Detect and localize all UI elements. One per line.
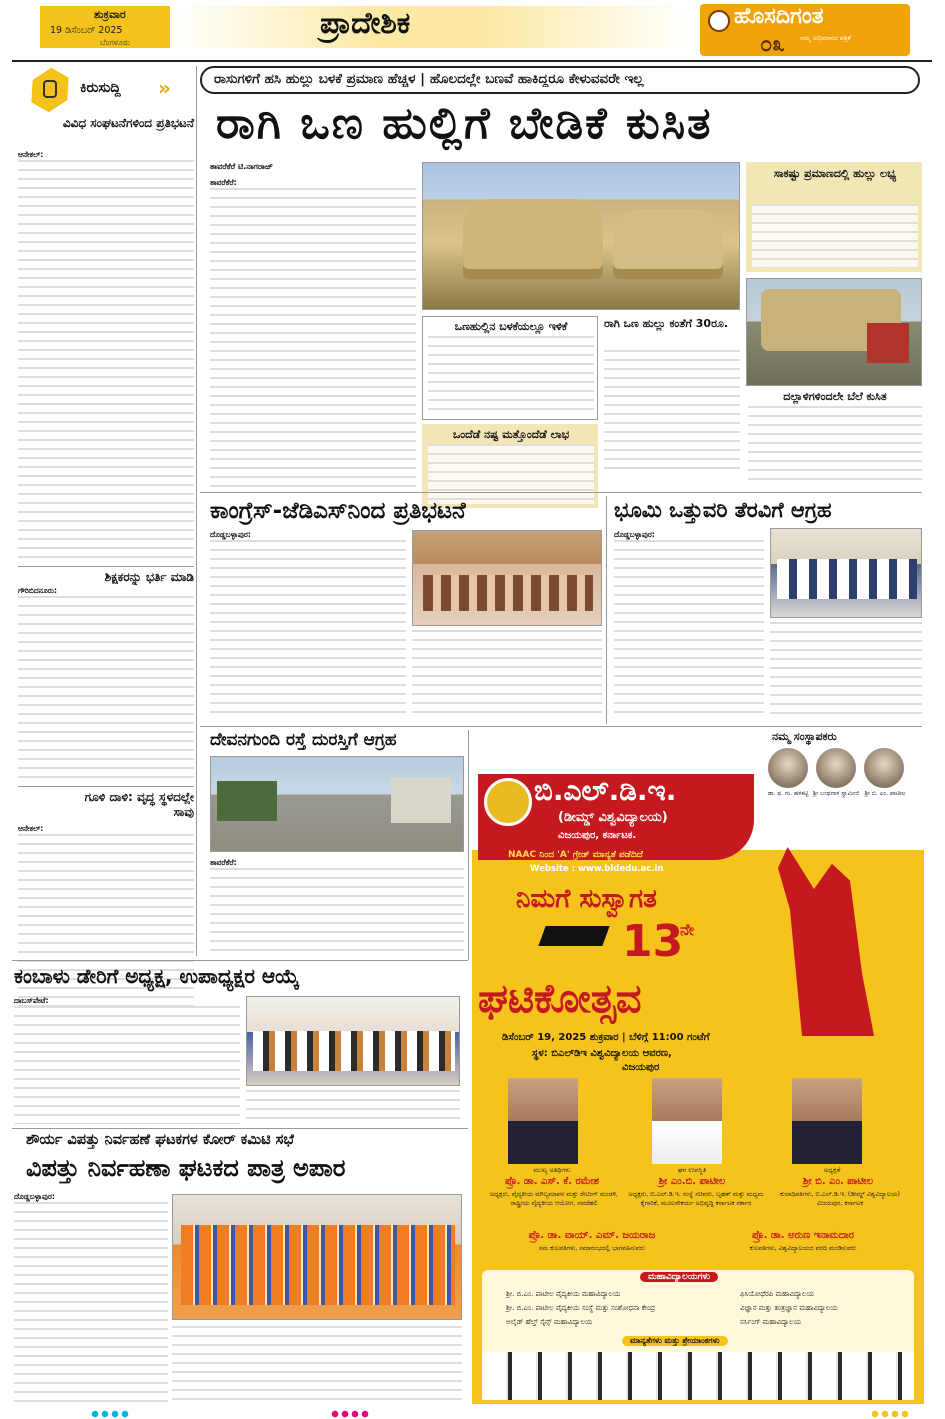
guest-2-name: ಶ್ರೀ ಎಂ.ಬಿ. ಪಾಟೀಲ: [658, 1176, 726, 1187]
lead-headline: ರಾಗಿ ಒಣ ಹುಲ್ಲಿಗೆ ಬೇಡಿಕೆ ಕುಸಿತ: [216, 98, 713, 149]
ad-naac: NAAC ನಿಂದ 'A' ಗ್ರೇಡ್ ಮಾನ್ಯತೆ ಪಡೆದಿದೆ: [508, 850, 643, 860]
ad-number: 13: [622, 916, 684, 967]
rankings-strip: [482, 1352, 914, 1400]
ad-founders-label: ನಮ್ಮ ಸಂಸ್ಥಾಪಕರು: [772, 730, 837, 743]
kambalu-body: [14, 1006, 240, 1124]
bhoomi-body: [614, 540, 764, 720]
kambalu-body2: [246, 1090, 460, 1124]
brand-tagline: ನಮ್ಮ ಅಭಿಮಾನದ ಪತ್ರಿಕೆ: [800, 34, 851, 42]
kiru-2-place: ಗೌರಿಬಿದನೂರು:: [18, 586, 57, 595]
lead-sub5-body: [748, 406, 922, 486]
ad-venue-2: ವಿಜಯಪುರ: [622, 1062, 660, 1073]
kiru-3-place: ಆನೇಕಲ್:: [18, 824, 44, 833]
ad-event: ಘಟಿಕೋತ್ಸವ: [478, 976, 642, 1022]
kambalu-place: ದಾಬಸ್‌ಪೇಟೆ:: [14, 996, 49, 1005]
college-6: ನರ್ಸಿಂಗ್ ಮಹಾವಿದ್ಯಾಲಯ: [740, 1318, 802, 1326]
rankings-title: ಮಾನ್ಯತೆಗಳು ಮತ್ತು ಶ್ರೇಯಾಂಕಗಳು: [622, 1336, 728, 1346]
row2-2-desc: ಕುಲಪತಿಗಳು, ವಿಶ್ವವಿದ್ಯಾಲಯದ ವರದಿ ಮಂಡಿಸುವರು: [749, 1245, 857, 1252]
lead-sub4-body: [428, 444, 594, 504]
vipattu-place: ದೊಡ್ಡಬಳ್ಳಾಪುರ:: [14, 1192, 55, 1201]
ad-location: ವಿಜಯಪುರ, ಕರ್ನಾಟಕ.: [558, 830, 637, 841]
ad-number-sup: ನೇ: [680, 920, 695, 939]
reg-marks-right: [870, 1410, 910, 1418]
date-text: 19 ಡಿಸೆಂಬರ್ 2025: [50, 25, 123, 36]
devanagundi-headline: ದೇವನಗುಂದಿ ರಸ್ತೆ ದುರಸ್ತಿಗೆ ಆಗ್ರಹ: [210, 730, 397, 750]
guest-1-photo: [508, 1078, 578, 1164]
graduation-cap-icon: [538, 926, 609, 946]
lead-photo-truck: [746, 278, 922, 386]
vipattu-body: [14, 1202, 168, 1406]
row2-1-name: ಪ್ರೊ. ಡಾ. ವಾಯ್. ಎಮ್. ಜಯರಾಜ: [528, 1230, 656, 1241]
graduate-silhouette: [766, 826, 886, 1036]
congress-body2: [412, 630, 602, 720]
lead-photo-haystack: [422, 162, 740, 310]
vipattu-photo: [172, 1194, 462, 1320]
college-5: ಅಲೈಡ್ ಹೆಲ್ತ್ ಸೈನ್ಸ್ ಮಹಾವಿದ್ಯಾಲಯ: [506, 1318, 593, 1326]
lead-sub2-body: [428, 336, 594, 416]
lead-place: ತಾವರೆಕೆರೆ:: [210, 178, 237, 187]
lead-kicker: ರಾಸುಗಳಿಗೆ ಹಸಿ ಹುಲ್ಲು ಬಳಕೆ ಪ್ರಮಾಣ ಹೆಚ್ಚಳ | ಹೊಲದಲ್ಲೇ ಬಣವೆ ಹಾಕಿದ್ದರೂ ಕೇಳುವವರೇ ಇಲ್ಲ: [214, 71, 644, 87]
kambalu-photo: [246, 996, 460, 1086]
kiru-3-title: ಗೂಳಿ ದಾಳಿ: ವೃದ್ಧ ಸ್ಥಳದಲ್ಲೇ ಸಾವು: [84, 790, 194, 819]
college-4: ವಿಜ್ಞಾನ ಮತ್ತು ತಂತ್ರಜ್ಞಾನ ಮಹಾವಿದ್ಯಾಲಯ: [740, 1304, 838, 1312]
lead-sub3-body: [604, 350, 740, 470]
vipattu-body2: [172, 1326, 462, 1406]
ad-welcome: ನಿಮಗೆ ಸುಸ್ವಾಗತ: [516, 884, 657, 914]
kirusuddi-column: [12, 64, 194, 964]
founder-2-name: ಶ್ರೀ ಬಂಥನಾಳ ಸ್ವಾಮೀಜಿ: [812, 790, 860, 797]
colleges-title: ಮಹಾವಿದ್ಯಾಲಯಗಳು: [640, 1272, 718, 1282]
reg-marks-mid: [330, 1410, 370, 1418]
founder-2-photo: [816, 748, 856, 788]
bhoomi-headline: ಭೂಮಿ ಒತ್ತುವರಿ ತೆರವಿಗೆ ಆಗ್ರಹ: [614, 498, 832, 522]
lead-body-col1: [210, 188, 416, 488]
guest-1-role: ಮುಖ್ಯ ಅತಿಥಿಗಳು: [533, 1166, 571, 1174]
lead-sub3: ರಾಗಿ ಒಣ ಹುಲ್ಲು ಕಂತೆಗೆ 30ರೂ.: [604, 317, 729, 330]
lead-sub2: ಒಣಹುಲ್ಲಿನ ಬಳಕೆಯಲ್ಲೂ ಇಳಿಕೆ: [454, 320, 568, 333]
devanagundi-photo: [210, 756, 464, 852]
lead-byline: ತಾವರೆಕೆರೆ ಟಿ.ನಾಗರಾಜ್: [210, 162, 273, 171]
kiru-1-title: ವಿವಿಧ ಸಂಘಟನೆಗಳಿಂದ ಪ್ರತಿಭಟನೆ: [62, 116, 194, 130]
blde-logo-icon: [484, 778, 532, 826]
founder-3-name: ಶ್ರೀ ಬಿ. ಎಂ. ಪಾಟೀಲ: [864, 790, 906, 797]
college-2: ಫಿಸಿಯೋಥೆರಪಿ ಮಹಾವಿದ್ಯಾಲಯ: [740, 1290, 815, 1298]
congress-photo: [412, 530, 602, 626]
ad-title: ಬಿ.ಎಲ್.ಡಿ.ಇ.: [534, 774, 677, 807]
row2-1-desc: ಸಮ ಕುಲಪತಿಗಳು, ಸಮಾರಂಭದಲ್ಲಿ ಭಾಗವಹಿಸುವರು: [538, 1245, 646, 1252]
guest-3-photo: [792, 1078, 862, 1164]
hand-icon: [43, 80, 57, 98]
vipattu-kicker: ಶೌರ್ಯ ವಿಪತ್ತು ನಿರ್ವಹಣೆ ಘಟಕಗಳ ಕೋರ್ ಕಮಿಟಿ ಸಭೆ: [26, 1132, 294, 1148]
congress-place: ದೊಡ್ಡಬಳ್ಳಾಪುರ:: [210, 530, 251, 539]
founder-3-photo: [864, 748, 904, 788]
founder-1-photo: [768, 748, 808, 788]
guest-3-role: ಅಧ್ಯಕ್ಷತೆ: [823, 1166, 841, 1174]
guest-2-photo: [652, 1078, 722, 1164]
kirusuddi-chevrons: »: [158, 76, 171, 100]
college-1: ಶ್ರೀ. ಬಿ.ಎಂ. ಪಾಟೀಲ ವೈದ್ಯಕೀಯ ಮಹಾವಿದ್ಯಾಲಯ: [506, 1290, 621, 1298]
congress-body: [210, 540, 406, 720]
guest-3-desc: ಕುಲಾಧಿಪತಿಗಳು, ಬಿ.ಎಲ್.ಡಿ.ಇ. (ಡೀಮ್ಡ್ ವಿಶ್ವವಿದ್ಯಾಲಯ) ವಿಜಯಪುರ, ಕರ್ನಾಟಕ: [780, 1191, 900, 1207]
guest-1-name: ಪ್ರೊ. ಡಾ. ಎಸ್. ಕೆ. ರಮೇಶ: [504, 1176, 600, 1187]
bhoomi-body2: [770, 622, 922, 720]
college-3: ಶ್ರೀ. ಬಿ.ಎಂ. ಪಾಟೀಲ ವೈದ್ಯಕೀಯ ಸಂಸ್ಥೆ ಮತ್ತು ಸಂಶೋಧನಾ ಕೇಂದ್ರ: [506, 1304, 655, 1312]
ad-website[interactable]: Website : www.bldedu.ac.in: [530, 864, 664, 874]
kiru-1-place: ಆನೇಕಲ್:: [18, 150, 44, 159]
bhoomi-photo: [770, 528, 922, 618]
congress-headline: ಕಾಂಗ್ರೆಸ್-ಜೆಡಿಎಸ್‌ನಿಂದ ಪ್ರತಿಭಟನೆ: [210, 498, 466, 524]
lead-sub1-body: [752, 204, 918, 268]
brand-name: ಹೊಸದಿಗಂತ: [734, 4, 824, 29]
masthead: [0, 0, 945, 60]
ad-when: ಡಿಸೆಂಬರ್ 19, 2025 ಶುಕ್ರವಾರ | ಬೆಳಿಗ್ಗೆ 11:00 ಗಂಟೆಗೆ: [502, 1032, 710, 1043]
lead-sub1: ಸಾಕಷ್ಟು ಪ್ರಮಾಣದಲ್ಲಿ ಹುಲ್ಲು ಲಭ್ಯ: [773, 167, 897, 180]
kiru-2-body: [18, 596, 194, 784]
devanagundi-place: ತಾವರೆಕೆರೆ:: [210, 858, 237, 867]
ad-subtitle: (ಡೀಮ್ಡ್ ವಿಶ್ವವಿದ್ಯಾಲಯ): [558, 810, 668, 825]
reg-marks-left: [90, 1410, 130, 1418]
lead-sub5: ದಲ್ಲಾಳಿಗಳಿಂದಲೇ ಬೆಲೆ ಕುಸಿತ: [783, 390, 887, 403]
kiru-1-body: [18, 160, 194, 560]
bhoomi-place: ದೊಡ್ಡಬಳ್ಳಾಪುರ:: [614, 530, 655, 539]
guest-3-name: ಶ್ರೀ ಬಿ. ಎಂ. ಪಾಟೀಲ: [802, 1176, 874, 1187]
devanagundi-body: [210, 868, 464, 956]
section-title: ಪ್ರಾದೇಶಿಕ: [320, 6, 411, 41]
city-text: ಬೆಂಗಳೂರು: [100, 38, 130, 47]
founder-1-name: ಡಾ. ಫ. ಗು. ಹಳಕಟ್ಟಿ: [767, 790, 809, 797]
kiru-2-title: ಶಿಕ್ಷಕರನ್ನು ಭರ್ತಿ ಮಾಡಿ: [104, 570, 194, 584]
row2-2-name: ಪ್ರೊ. ಡಾ. ಅರುಣ ಇನಾಮದಾರ: [751, 1230, 855, 1241]
vipattu-headline: ವಿಪತ್ತು ನಿರ್ವಹಣಾ ಘಟಕದ ಪಾತ್ರ ಅಪಾರ: [26, 1154, 346, 1182]
blde-ad: [472, 730, 924, 1404]
guest-2-desc: ಅಧ್ಯಕ್ಷರು, ಬಿ.ಎಲ್.ಡಿ.ಇ. ಸಂಸ್ಥೆ ಸಚಿವರು, ಬೃಹತ್ ಮತ್ತು ಮಧ್ಯಮ ಕೈಗಾರಿಕೆ, ಮೂಲಸೌಕರ್ಯ ಅಭಿವೃದ್ಧಿ ಕರ್ನಾಟಕ ಸರ್ಕಾರ: [628, 1191, 764, 1207]
date-day: ಶುಕ್ರವಾರ: [94, 8, 126, 21]
guest-2-role: ಘನ ಉಪಸ್ಥಿತಿ: [677, 1166, 707, 1174]
brand-logo-icon: [708, 10, 730, 32]
ad-venue: ಸ್ಥಳ: ಬಿಎಲ್‌ಡಿಇ ವಿಶ್ವವಿದ್ಯಾಲಯ ಆವರಣ,: [532, 1048, 672, 1059]
lead-sub4: ಒಂದೆಡೆ ನಷ್ಟ ಮತ್ತೊಂದೆಡೆ ಲಾಭ: [452, 428, 570, 441]
kambalu-headline: ಕಂಬಾಳು ಡೇರಿಗೆ ಅಧ್ಯಕ್ಷ, ಉಪಾಧ್ಯಕ್ಷರ ಆಯ್ಕೆ: [14, 964, 300, 988]
kirusuddi-label: ಕಿರುಸುದ್ದಿ: [80, 80, 121, 96]
page-number: ೦೩: [760, 32, 785, 57]
guest-1-desc: ಅಧ್ಯಕ್ಷರು, ವೈದ್ಯಕೀಯ ಮೌಲ್ಯಮಾಪನ ಮತ್ತು ರೇಟಿಂಗ್ ಮಂಡಳಿ, ರಾಷ್ಟ್ರೀಯ ವೈದ್ಯಕೀಯ ಆಯೋಗ, ನವದೆಹಲಿ: [489, 1191, 619, 1207]
